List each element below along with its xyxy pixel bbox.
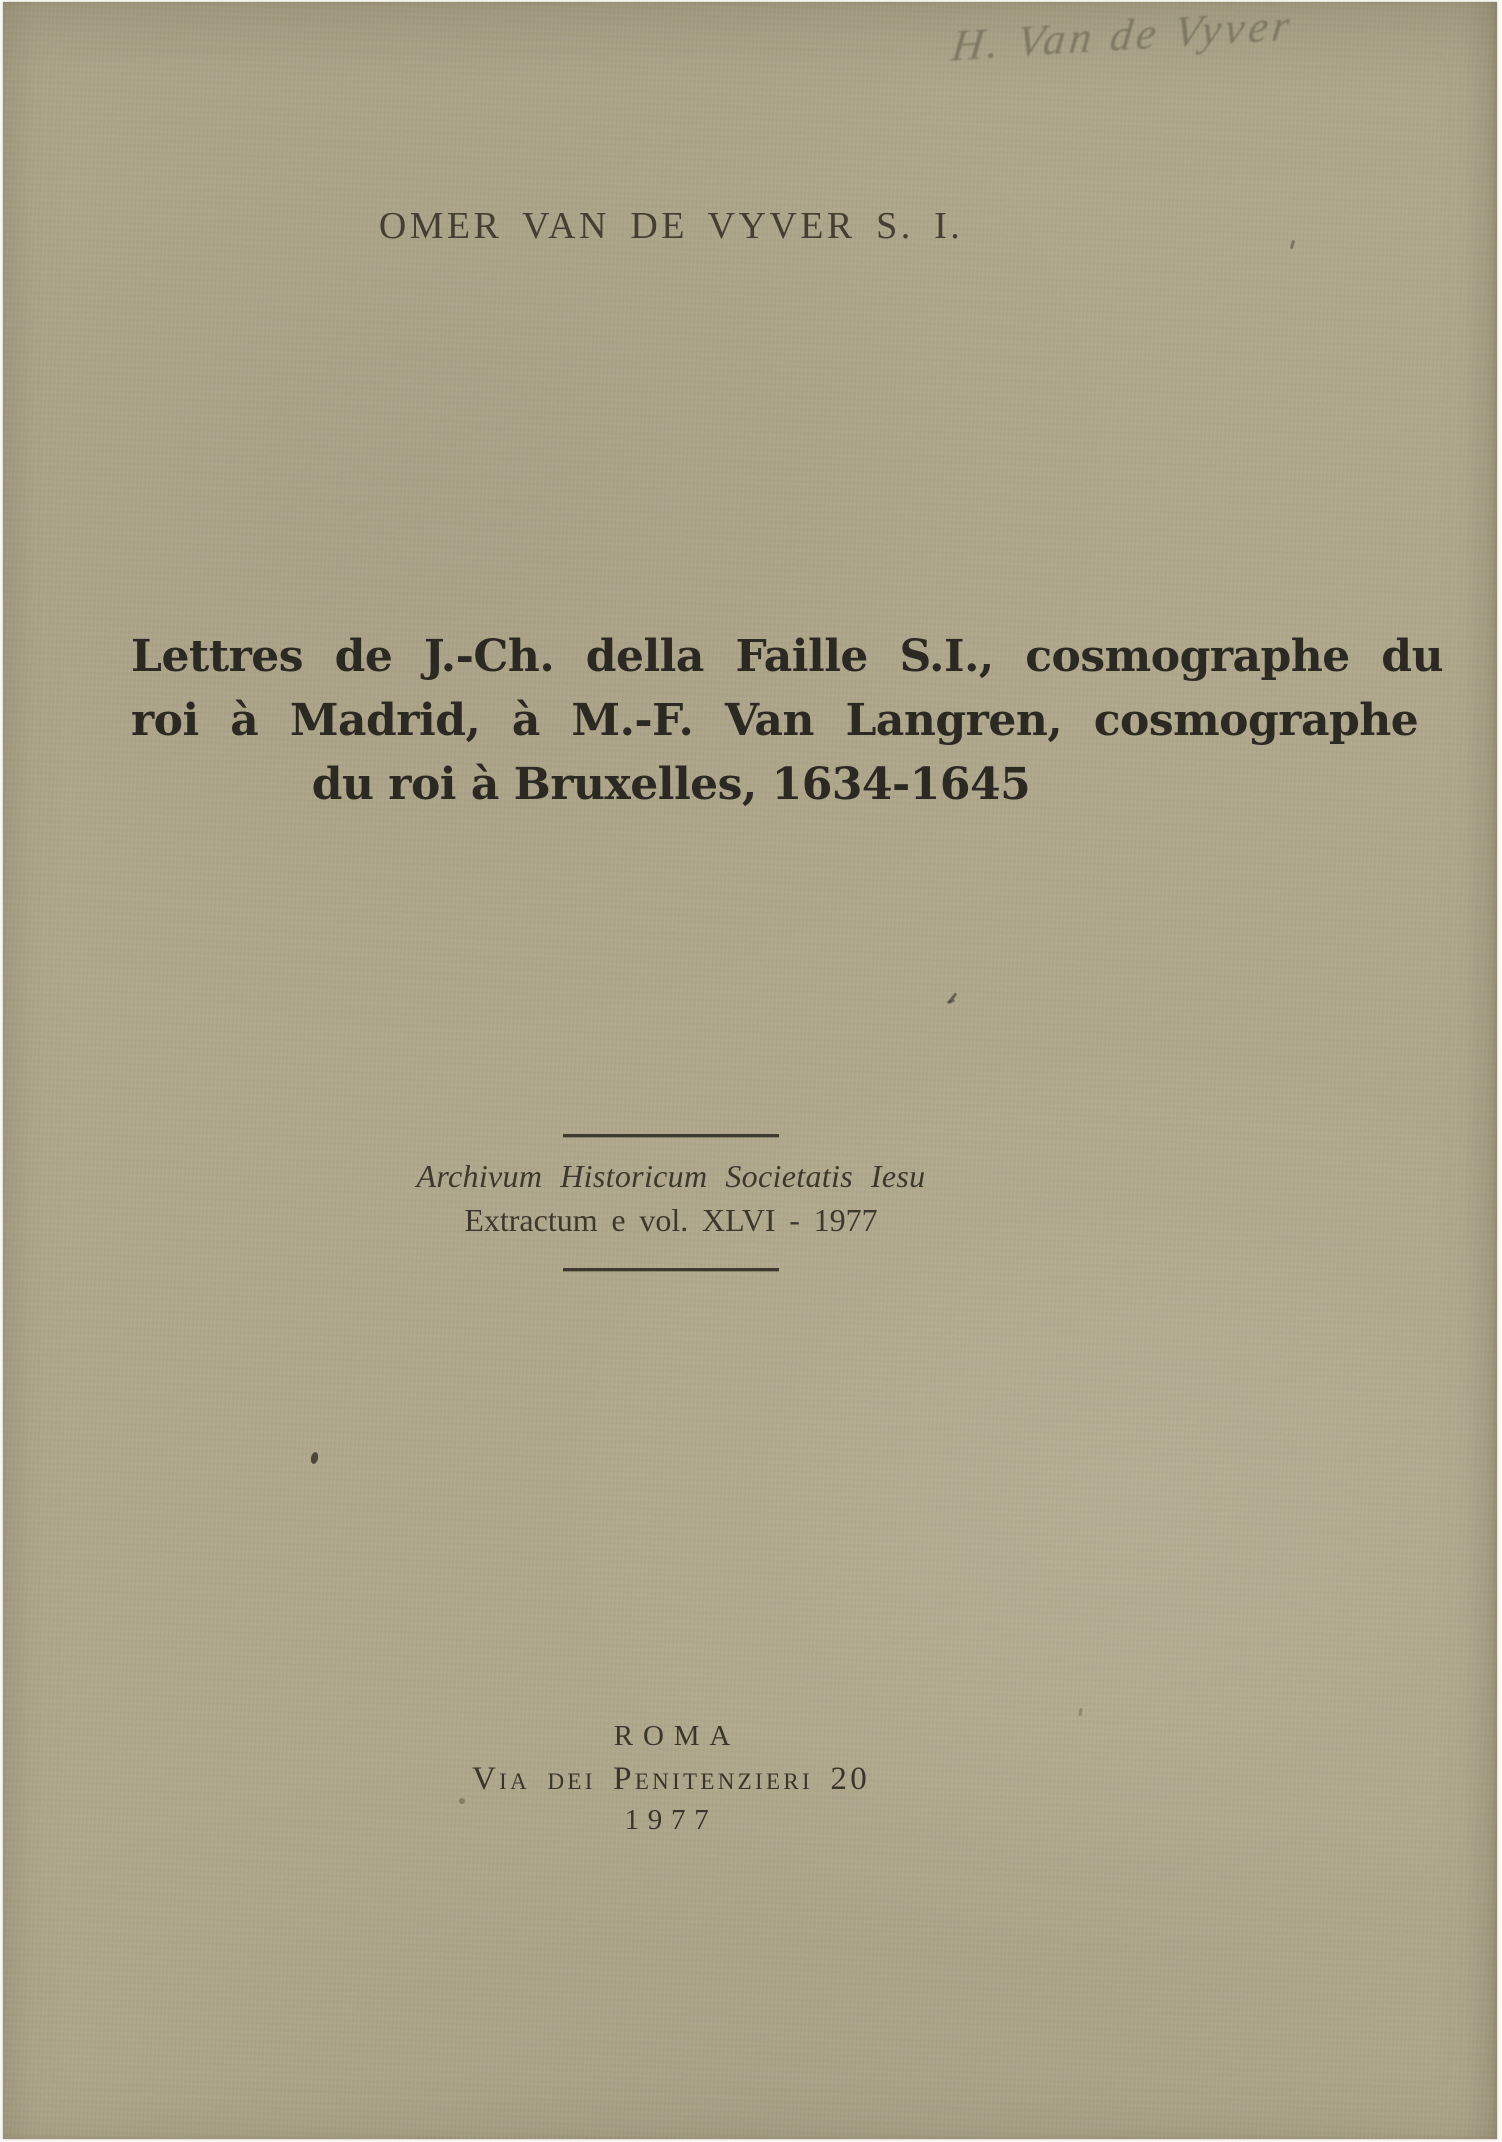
divider-rule-top: [563, 1134, 779, 1137]
divider-rule-bottom: [563, 1268, 779, 1271]
imprint-city: ROMA: [613, 1720, 741, 1752]
journal-title: Archivum Historicum Societatis Iesu: [416, 1158, 926, 1194]
title-line-1: Lettres de J.-Ch. della Faille S.I., cosmographe du: [131, 631, 1444, 682]
author-line: OMER VAN DE VYVER S. I.: [378, 205, 964, 247]
imprint-year: 1977: [624, 1804, 718, 1836]
title-line-3: du roi à Bruxelles, 1634-1645: [311, 759, 1031, 810]
ink-speck: [459, 1798, 465, 1804]
paper-background: [3, 2, 1497, 2139]
imprint-address: Via dei Penitenzieri 20: [471, 1761, 871, 1797]
book-title: [131, 628, 1444, 820]
title-line-2: roi à Madrid, à M.-F. Van Langren, cosmographe: [131, 695, 1419, 746]
extract-volume-line: Extractum e vol. XLVI - 1977: [464, 1202, 878, 1238]
handwritten-annotation: H. Van de Vyver: [949, 0, 1297, 71]
ink-speck: [1078, 1708, 1082, 1716]
ink-speck: [1290, 240, 1295, 249]
ink-speck: [310, 1451, 319, 1464]
